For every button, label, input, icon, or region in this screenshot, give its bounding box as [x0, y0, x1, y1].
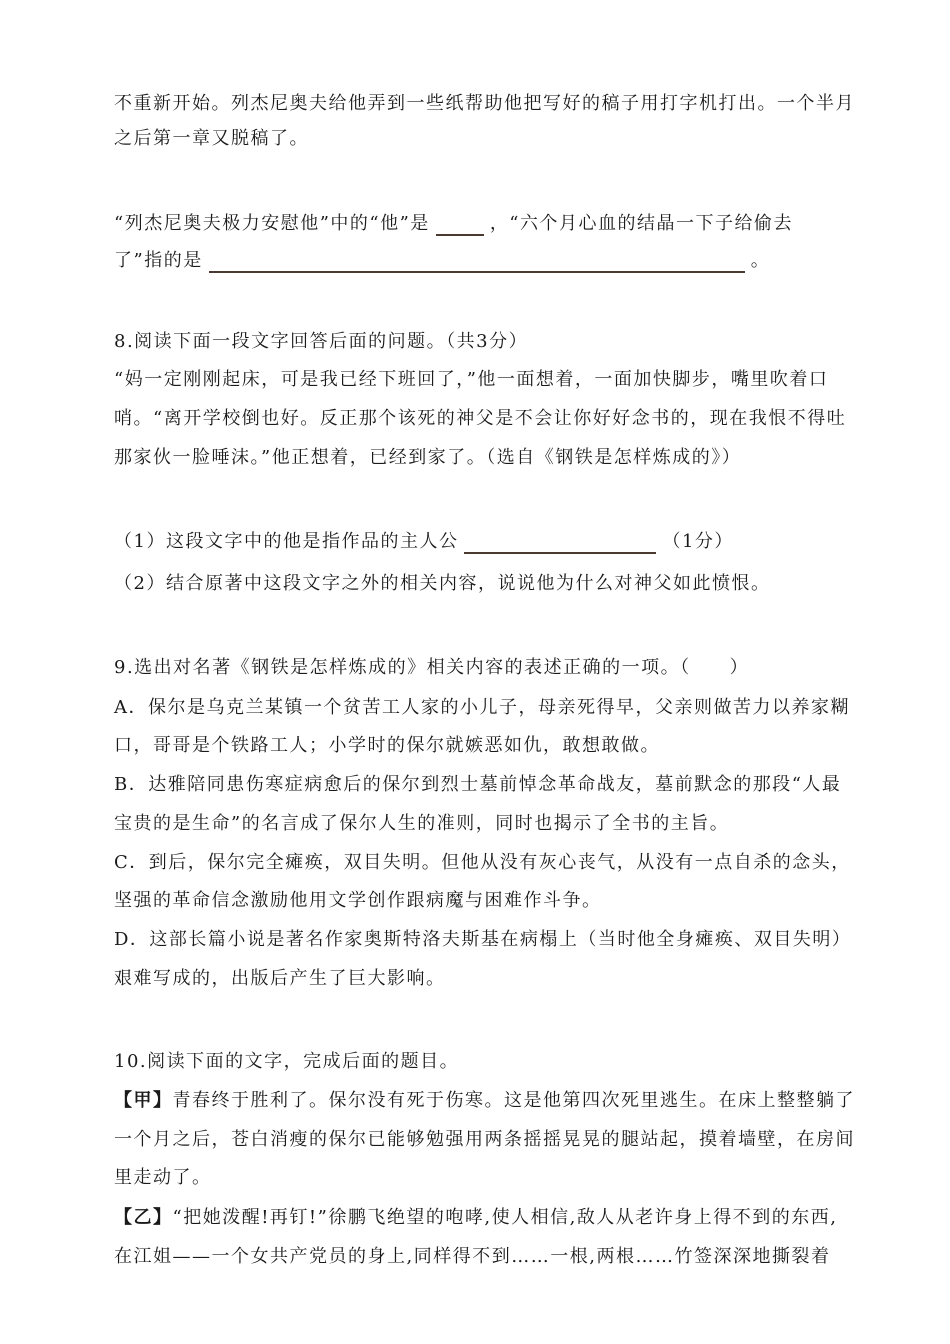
question-text: 了”指的是: [114, 250, 203, 271]
question-10-title: 10.阅读下面的文字，完成后面的题目。: [114, 1051, 460, 1072]
option-b: 宝贵的是生命”的名言成了保尔人生的准则，同时也揭示了全书的主旨。: [114, 813, 730, 834]
passage-text: “把她泼醒!再钉!”徐鹏飞绝望的咆哮,使人相信,敌人从老许身上得不到的东西,: [172, 1207, 838, 1228]
option-d: D．这部长篇小说是著名作家奥斯特洛夫斯基在病榻上（当时他全身瘫痪、双目失明）: [114, 929, 852, 950]
passage-text: 青春终于胜利了。保尔没有死于伤寒。这是他第四次死里逃生。在床上整整躺了: [172, 1090, 855, 1111]
passage-jia: [114, 1089, 855, 1113]
passage-line: 不重新开始。列杰尼奥夫给他弄到一些纸帮助他把写好的稿子用打字机打出。一个半月: [114, 93, 855, 114]
option-a: 口，哥哥是个铁路工人；小学时的保尔就嫉恶如仇，敢想敢做。: [114, 735, 660, 756]
question-8-passage: “妈一定刚刚起床，可是我已经下班回了，”他一面想着，一面加快脚步，嘴里吹着口: [114, 369, 829, 390]
answer-blank[interactable]: [209, 253, 745, 273]
passage-line: 之后第一章又脱稿了。: [114, 128, 309, 149]
option-c: 坚强的革命信念激励他用文学创作跟病魔与困难作斗争。: [114, 890, 602, 911]
passage-yi: 在江姐——一个女共产党员的身上,同样得不到……一根,两根……竹签深深地撕裂着: [114, 1246, 831, 1267]
answer-blank[interactable]: [436, 216, 484, 236]
question-7-line: [114, 249, 844, 273]
question-text: “列杰尼奥夫极力安慰他”中的“他”是: [114, 213, 430, 234]
passage-yi: [114, 1206, 844, 1230]
option-c: C．到后，保尔完全瘫痪，双目失明。但他从没有灰心丧气，从没有一点自杀的念头，: [114, 852, 851, 873]
question-8-passage: 哨。“离开学校倒也好。反正那个该死的神父是不会让你好好念书的，现在我恨不得吐: [114, 408, 847, 429]
question-8-sub-2: （2）结合原著中这段文字之外的相关内容，说说他为什么对神父如此愤恨。: [114, 573, 771, 594]
question-9-title: 9.选出对名著《钢铁是怎样炼成的》相关内容的表述正确的一项。（ ）: [114, 657, 750, 678]
question-text: （1）这段文字中的他是指作品的主人公: [114, 531, 459, 552]
question-8-title: 8.阅读下面一段文字回答后面的问题。（共3分）: [114, 331, 529, 352]
option-d: 艰难写成的，出版后产生了巨大影响。: [114, 968, 446, 989]
passage-jia: 一个月之后，苍白消瘦的保尔已能够勉强用两条摇摇晃晃的腿站起，摸着墙壁，在房间: [114, 1129, 855, 1150]
question-8-passage: 那家伙一脸唾沫。”他正想着，已经到家了。（选自《钢铁是怎样炼成的》）: [114, 447, 742, 468]
passage-tag: 【乙】: [114, 1207, 173, 1228]
option-a: A．保尔是乌克兰某镇一个贫苦工人家的小儿子，母亲死得早，父亲则做苦力以养家糊: [114, 697, 850, 718]
question-text: ，“六个月心血的结晶一下子给偷去: [489, 213, 794, 234]
passage-jia: 里走动了。: [114, 1167, 212, 1188]
question-text: （1分）: [662, 531, 734, 552]
answer-blank[interactable]: [464, 534, 656, 554]
question-8-sub-1: [114, 530, 844, 554]
question-text: 。: [750, 250, 771, 271]
passage-tag: 【甲】: [114, 1090, 173, 1111]
option-b: B．达雅陪同患伤寒症病愈后的保尔到烈士墓前悼念革命战友，墓前默念的那段“人最: [114, 774, 842, 795]
question-7-line: [114, 212, 844, 236]
